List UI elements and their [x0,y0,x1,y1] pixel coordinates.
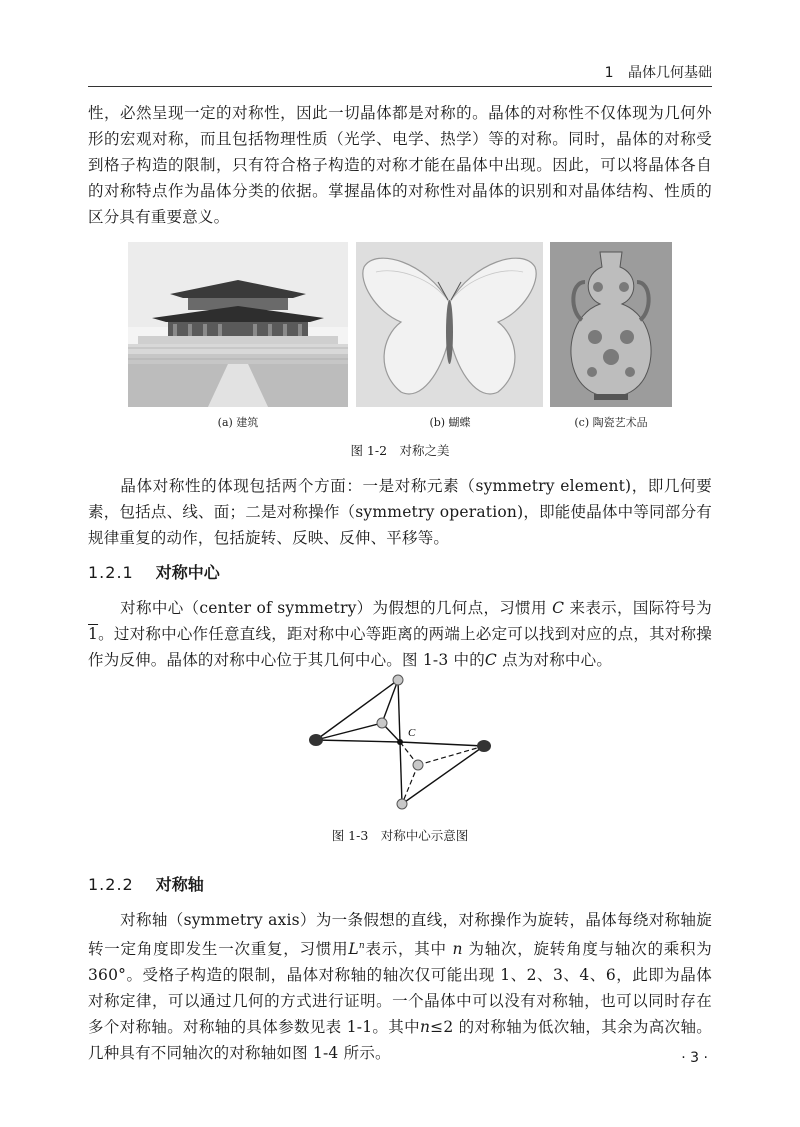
running-header [88,62,712,87]
caption-c: (c) 陶瓷艺术品 [574,416,648,429]
section-title: 对称轴 [155,875,204,894]
inversion-symbol: 1 [88,625,99,643]
vertex-inner-upper [377,718,387,728]
vertex-inner-lower [413,760,423,770]
section-number: 1.2.1 [88,563,134,582]
paragraph-symmetry-aspects: 晶体对称性的体现包括两个方面：一是对称元素（symmetry element)，即几何要素，包括点、线、面；二是对称操作（symmetry operation)，即能使晶体中等同部分有规律重复的动作，包括旋转、反映、反伸、平移等。 [88,477,712,547]
paragraph-center-of-symmetry: 对称中心（center of symmetry）为假想的几何点，习惯用 C 来表示，国际符号为1。过对称中心作任意直线，距对称中心等距离的两端上必定可以找到对应的点，其对称操作为反伸。晶体的对称中心位于其几何中心。图 1-3 中的C 点为对称中心。 [88,599,712,669]
photo-architecture [128,242,348,407]
chapter-title: 晶体几何基础 [628,65,712,81]
section-number: 1.2.2 [88,875,134,894]
caption-b: (b) 蝴蝶 [429,416,471,429]
paragraph-intro: 性，必然呈现一定的对称性，因此一切晶体都是对称的。晶体的对称性不仅体现为几何外形的宏观对称，而且包括物理性质（光学、电学、热学）等的对称。同时，晶体的对称受到格子构造的限制，只有符合格子构造的对称才能在晶体中出现。因此，可以将晶体各自的对称特点作为晶体分类的依据。掌握晶体的对称性对晶体的识别和对晶体结构、性质的区分具有重要意义。 [88,104,712,226]
figure-1-2-title: 图 1-2 对称之美 [350,443,450,458]
vertex-left [309,734,323,746]
caption-a: (a) 建筑 [217,416,259,429]
photo-butterfly [356,242,543,407]
photo-ceramic-vase [550,242,672,407]
center-label: C [408,727,416,739]
vertex-bottom [397,799,407,809]
figure-1-3-title: 图 1-3 对称中心示意图 [331,828,469,843]
paragraph-symmetry-axis: 对称轴（symmetry axis）为一条假想的直线，对称操作为旋转，晶体每绕对称轴旋转一定角度即发生一次重复，习惯用$L^n$表示，其中 n 为轴次，旋转角度与轴次的乘积为360°。受格子构造的限制，晶体对称轴的轴次仅可能出现 1、2、3、4、6，此即为晶体对称定律，可以通过几何的方式进行证明。一个晶体中可以没有对称轴，也可以同时存在多个对称轴。对称轴的具体参数见表 1-1。其中n≤2 的对称轴为低次轴，其余为高次轴。几种具有不同轴次的对称轴如图 1-4 所示。 [88,911,712,1063]
center-of-symmetry-diagram [300,668,500,813]
page-number: · 3 · [681,1050,708,1066]
section-title: 对称中心 [155,563,220,582]
center-point [397,739,403,745]
section-heading-axis [88,872,204,895]
chapter-number: 1 [604,65,614,81]
section-heading-center [88,560,220,583]
vertex-right [477,740,491,752]
vertex-top [393,675,403,685]
